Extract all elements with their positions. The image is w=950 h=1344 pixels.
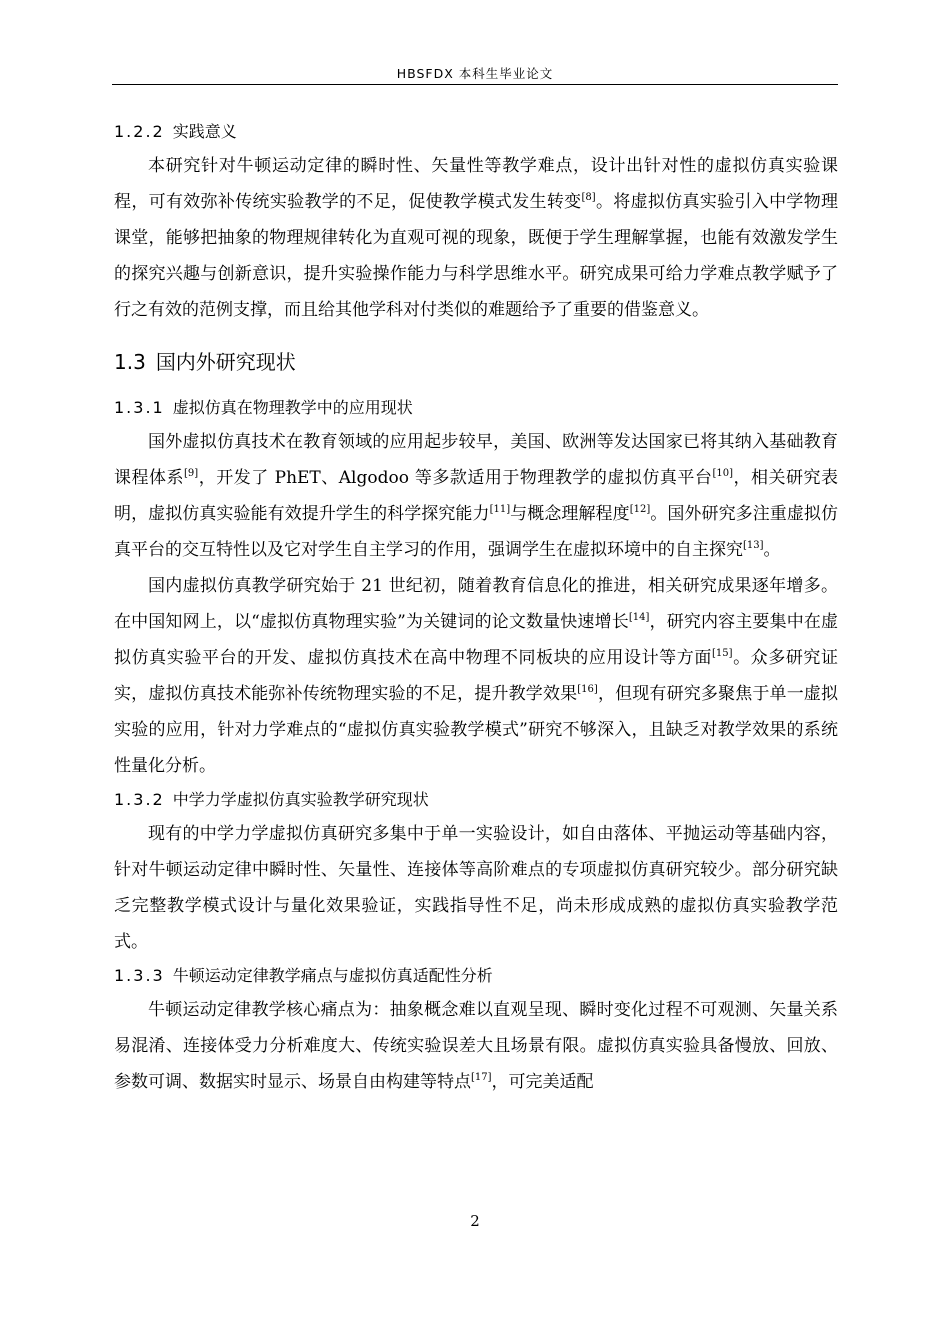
- citation-ref: [8]: [581, 192, 596, 203]
- text-run: 。众多研究证实，虚拟仿真技术能弥补传统物理实验的不足，提升教学效果: [114, 648, 839, 704]
- paragraph-mechanics-research: 现有的中学力学虚拟仿真研究多集中于单一实验设计，如自由落体、平抛运动等基础内容，针对牛顿运动定律中瞬时性、矢量性、连接体等高阶难点的专项虚拟仿真研究较少。部分研究缺乏完整教学模式设计与量化效果验证，实践指导性不足，尚未形成成熟的虚拟仿真实验教学范式。: [114, 824, 838, 952]
- heading-title: 牛顿运动定律教学痛点与虚拟仿真适配性分析: [172, 966, 493, 985]
- text-run: 。: [763, 540, 781, 560]
- text-run: ，开发了 PhET、Algodoo 等多款适用于物理教学的虚拟仿真平台: [198, 468, 713, 488]
- heading-title: 虚拟仿真在物理教学中的应用现状: [172, 398, 413, 417]
- page-body: [114, 116, 838, 1100]
- heading-number: 1.3.1: [114, 398, 165, 417]
- citation-ref: [14]: [628, 612, 650, 623]
- citation-ref: [15]: [711, 648, 733, 659]
- citation-ref: [10]: [712, 468, 733, 479]
- text-run: ，相关研究表明，虚拟仿真实验能有效提升学生的科学探究能力: [114, 468, 839, 524]
- heading-1-2-2: [114, 116, 838, 148]
- paragraph-practical-significance: [114, 148, 838, 328]
- heading-1-3: [114, 340, 838, 386]
- text-run: 牛顿运动定律教学核心痛点为：抽象概念难以直观呈现、瞬时变化过程不可观测、矢量关系易混淆、连接体受力分析难度大、传统实验误差大且场景有限。虚拟仿真实验具备慢放、回放、参数可调、数据实时显示、场景自由构建等特点: [114, 1000, 838, 1092]
- text-run: 国外虚拟仿真技术在教育领域的应用起步较早，美国、欧洲等发达国家已将其纳入基础教育课程体系: [114, 432, 838, 488]
- heading-number: 1.2.2: [114, 122, 165, 141]
- citation-ref: [17]: [471, 1072, 492, 1083]
- heading-number: 1.3.3: [114, 966, 165, 985]
- text-run: ，研究内容主要集中在虚拟仿真实验平台的开发、虚拟仿真技术在高中物理不同板块的应用设计等方面: [114, 612, 838, 668]
- text-run: 国内虚拟仿真教学研究始于 21 世纪初，随着教育信息化的推进，相关研究成果逐年增多。在中国知网上，以“虚拟仿真物理实验”为关键词的论文数量快速增长: [114, 576, 838, 632]
- running-header: HBSFDX 本科生毕业论文: [396, 66, 554, 81]
- text-run: 本研究针对牛顿运动定律的瞬时性、矢量性等教学难点，设计出针对性的虚拟仿真实验课程，可有效弥补传统实验教学的不足，促使教学模式发生转变: [114, 156, 838, 212]
- text-run: 。国外研究多注重虚拟仿真平台的交互特性以及它对学生自主学习的作用，强调学生在虚拟环境中的自主探究: [114, 504, 839, 560]
- header-rule: [112, 84, 838, 85]
- heading-title: 实践意义: [172, 122, 237, 141]
- heading-1-3-3: [114, 960, 838, 992]
- paragraph-pain-points: [114, 992, 838, 1100]
- text-run: 与概念理解程度: [510, 504, 630, 524]
- citation-ref: [12]: [629, 504, 651, 515]
- paragraph-foreign-research: [114, 424, 838, 568]
- paragraph-domestic-research: [114, 568, 838, 784]
- text-run: ，但现有研究多聚焦于单一虚拟实验的应用，针对力学难点的“虚拟仿真实验教学模式”研究不够深入，且缺乏对教学效果的系统性量化分析。: [114, 684, 839, 776]
- text-run: ，可完美适配: [491, 1072, 594, 1092]
- citation-ref: [16]: [577, 684, 598, 695]
- heading-1-3-2: [114, 784, 838, 816]
- citation-ref: [11]: [489, 504, 511, 515]
- heading-1-3-1: [114, 392, 838, 424]
- citation-ref: [13]: [743, 540, 764, 551]
- citation-ref: [9]: [184, 468, 199, 479]
- heading-number: 1.3.2: [114, 790, 165, 809]
- heading-title: 国内外研究现状: [155, 350, 296, 374]
- text-run: 。将虚拟仿真实验引入中学物理课堂，能够把抽象的物理规律转化为直观可视的现象，既便于学生理解掌握，也能有效激发学生的探究兴趣与创新意识，提升实验操作能力与科学思维水平。研究成果可给力学难点教学赋予了行之有效的范例支撑，而且给其他学科对付类似的难题给予了重要的借鉴意义。: [114, 192, 839, 320]
- page-number: 2: [470, 1212, 480, 1230]
- heading-number: 1.3: [114, 350, 146, 374]
- heading-title: 中学力学虚拟仿真实验教学研究现状: [172, 790, 429, 809]
